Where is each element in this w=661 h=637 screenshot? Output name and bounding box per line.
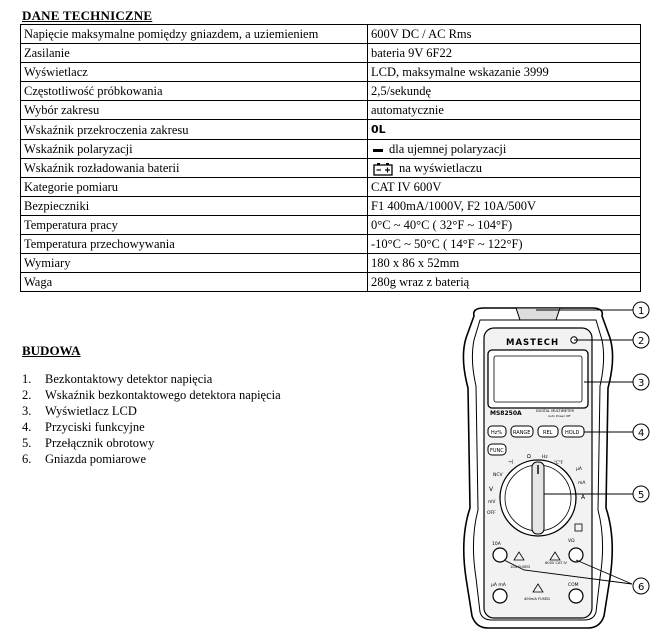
model-subtitle: DIGITAL MULTIMETER (536, 409, 575, 413)
table-row (21, 101, 641, 120)
dial-label-hz: Hz (542, 455, 548, 460)
spec-label: Wybór zakresu (21, 101, 368, 120)
spec-label: Napięcie maksymalne pomiędzy gniazdem, a uziemieniem (21, 25, 368, 44)
spec-value: 180 x 86 x 52mm (368, 254, 641, 273)
spec-value: bateria 9V 6F22 (368, 44, 641, 63)
spec-value: automatycznie (368, 101, 641, 120)
spec-label: Zasilanie (21, 44, 368, 63)
jack-com[interactable] (569, 589, 583, 603)
func-button-label: FUNC (490, 448, 504, 454)
jack-label-uama: µA mA (491, 583, 506, 588)
list-number: 4. (22, 420, 32, 434)
spec-label: Wymiary (21, 254, 368, 273)
list-label: Bezkontaktowy detektor napięcia (45, 372, 213, 386)
spec-label: Waga (21, 273, 368, 292)
table-row (21, 44, 641, 63)
table-row (21, 235, 641, 254)
list-number: 5. (22, 436, 32, 450)
spec-title: DANE TECHNICZNE (22, 8, 153, 23)
spec-value: CAT IV 600V (368, 178, 641, 197)
callout-number: 1 (638, 306, 645, 317)
list-item (22, 387, 281, 403)
rel-button-label: REL (543, 430, 553, 436)
spec-value: -10°C ~ 50°C ( 14°F ~ 122°F) (368, 235, 641, 254)
spec-label: Wskaźnik przekroczenia zakresu (21, 120, 368, 140)
list-item (22, 403, 281, 419)
spec-label: Kategorie pomiaru (21, 178, 368, 197)
spec-label: Bezpieczniki (21, 197, 368, 216)
battery-text: na wyświetlaczu (399, 161, 482, 175)
rotary-switch[interactable] (500, 460, 576, 536)
jack-label-com: COM (568, 583, 579, 588)
dial-label-off: OFF (487, 511, 496, 516)
dial-label-temp: °C°F (554, 460, 564, 465)
spec-value: 280g wraz z baterią (368, 273, 641, 292)
jack-uama[interactable] (493, 589, 507, 603)
list-item (22, 371, 281, 387)
list-item (22, 435, 281, 451)
table-row (21, 82, 641, 101)
model-subtitle-2: Auto Power Off (548, 414, 571, 418)
table-row (21, 159, 641, 178)
spec-value: 600V DC / AC Rms (368, 25, 641, 44)
dial-label-ncv: NCV (493, 473, 503, 478)
model-label: MS8250A (490, 410, 522, 417)
lcd-display (488, 350, 588, 408)
callout-number: 2 (638, 336, 645, 347)
range-button-label: RANGE (513, 430, 531, 436)
list-label: Wskaźnik bezkontaktowego detektora napięcia (45, 388, 281, 402)
table-row (21, 254, 641, 273)
dial-label-ua: µA (576, 467, 582, 472)
battery-icon (373, 163, 393, 176)
list-number: 1. (22, 372, 32, 386)
callout-number: 5 (638, 490, 645, 501)
dial-label-diode: →| (508, 460, 514, 465)
list-number: 3. (22, 404, 32, 418)
table-row (21, 178, 641, 197)
brand-label: MASTECH (506, 338, 560, 348)
dial-label-mv: mV (488, 500, 496, 505)
table-row (21, 216, 641, 235)
callout-number: 3 (638, 378, 645, 389)
list-item (22, 451, 281, 467)
jack-label-cat: 600V CAT IV (545, 561, 568, 565)
spec-label: Wskaźnik rozładowania baterii (21, 159, 368, 178)
jack-label-vohm: VΩ (568, 539, 575, 544)
budowa-title: BUDOWA (22, 343, 81, 358)
table-row (21, 25, 641, 44)
callout-number: 6 (638, 582, 645, 593)
list-label: Przyciski funkcyjne (45, 420, 145, 434)
dial-label-ohm: Ω (527, 454, 531, 460)
spec-value: 0°C ~ 40°C ( 32°F ~ 104°F) (368, 216, 641, 235)
list-label: Przełącznik obrotowy (45, 436, 155, 450)
table-row (21, 140, 641, 159)
jack-label-ma-fused: 400mA FUSED (524, 597, 550, 601)
table-row (21, 63, 641, 82)
list-label: Wyświetlacz LCD (45, 404, 137, 418)
table-row (21, 273, 641, 292)
list-item (22, 419, 281, 435)
hz-button-label: Hz% (491, 430, 503, 436)
parts-list (22, 371, 281, 467)
jack-label-10a: 10A (492, 542, 501, 547)
spec-label: Temperatura pracy (21, 216, 368, 235)
spec-label: Wyświetlacz (21, 63, 368, 82)
list-number: 6. (22, 452, 32, 466)
overload-indicator: 0L (371, 123, 386, 136)
spec-value (368, 140, 641, 159)
dial-label-a: A (581, 494, 586, 501)
dial-label-v: V (489, 486, 494, 493)
jack-10a[interactable] (493, 548, 507, 562)
hold-button-label: HOLD (565, 430, 580, 436)
jack-label-10a-fused: 10A FUSED (510, 565, 531, 569)
list-label: Gniazda pomiarowe (45, 452, 147, 466)
list-number: 2. (22, 388, 32, 402)
spec-value: F1 400mA/1000V, F2 10A/500V (368, 197, 641, 216)
spec-value (368, 159, 641, 178)
spec-label: Częstotliwość próbkowania (21, 82, 368, 101)
table-row (21, 197, 641, 216)
spec-table (20, 24, 641, 292)
dial-label-ma: mA (578, 481, 586, 486)
spec-value (368, 120, 641, 140)
spec-label: Wskaźnik polaryzacji (21, 140, 368, 159)
spec-value: 2,5/sekundę (368, 82, 641, 101)
callout-number: 4 (638, 428, 645, 439)
table-row (21, 120, 641, 140)
spec-value: LCD, maksymalne wskazanie 3999 (368, 63, 641, 82)
spec-label: Temperatura przechowywania (21, 235, 368, 254)
multimeter-diagram (444, 298, 656, 634)
polarity-text: dla ujemnej polaryzacji (389, 142, 507, 156)
minus-sign-icon (373, 149, 383, 152)
jack-vohm[interactable] (569, 548, 583, 562)
